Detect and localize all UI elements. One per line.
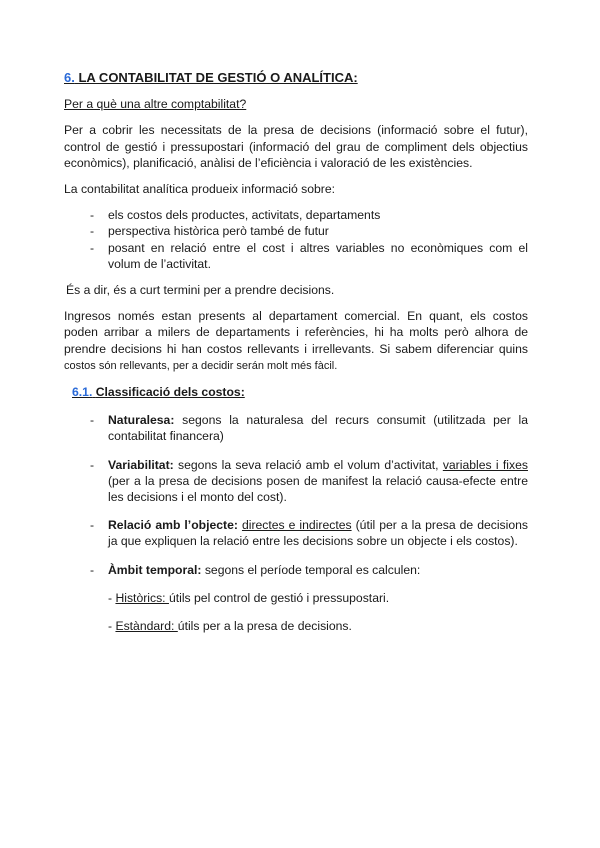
term-historics-text: útils pel control de gestió i pressupostari. (168, 590, 390, 605)
dash-marker: - (90, 224, 95, 239)
paragraph-revenues-costs (64, 308, 528, 374)
term-historics: Històrics: (115, 590, 169, 605)
term-variabilitat-text: segons la seva relació amb el volum d’activitat, (173, 457, 443, 472)
list-item (64, 207, 528, 223)
term-variabilitat-underlined: variables i fixes (442, 457, 528, 472)
list-item-text: posant en relació entre el cost i altres variables no econòmiques com el volum de l’activitat. (108, 240, 528, 271)
paragraph-purpose: Per a cobrir les necessitats de la presa de decisions (informació sobre el futur), control de gestió i pressupostari (informació del grau de compliment dels objectius econòmics), planificació, anàlisi de l’eficiència i valoració de les existències. (64, 123, 528, 170)
subsection-heading (72, 384, 528, 400)
dash-marker: - (90, 518, 95, 533)
term-naturalesa-text: segons la naturalesa del recurs consumit (utilitzada per la contabilitat financera) (108, 413, 528, 444)
term-ambit-text: segons el període temporal es calculen: (201, 562, 421, 577)
list-item-text: perspectiva històrica però també de futur (108, 224, 329, 239)
term-ambit: Àmbit temporal: (108, 562, 202, 577)
paragraph-revenues-main: Ingresos només estan presents al departament comercial. En quant, els costos poden arribar a milers de departaments i referències, hi ha molts però alhora de prendre decisions hi han costos rellevants i irrellevants. Si sabem diferenciar quins (64, 309, 528, 356)
list-item (64, 412, 528, 444)
paragraph-intro-list: La contabilitat analítica produeix informació sobre: (64, 182, 335, 197)
subsection-title: Classificació dels costos: (95, 385, 245, 400)
section-number: 6. (64, 70, 75, 85)
list-item (64, 240, 528, 272)
list-item (64, 457, 528, 506)
section-title: LA CONTABILITAT DE GESTIÓ O ANALÍTICA: (78, 70, 358, 85)
list-item-text: els costos dels productes, activitats, departaments (108, 208, 381, 223)
dash-marker: - (90, 240, 95, 255)
term-variabilitat: Variabilitat: (108, 457, 174, 472)
term-relacio-underlined: directes e indirectes (241, 518, 352, 533)
term-relacio: Relació amb l’objecte: (108, 518, 238, 533)
term-variabilitat-text-after: (per a la presa de decisions posen de manifest la relació causa-efecte entre les decisions i el monto del cost). (108, 473, 528, 505)
term-estandard-text: útils per a la presa de decisions. (177, 619, 352, 634)
subsection-number: 6.1. (72, 385, 93, 400)
list-item (64, 223, 528, 239)
list-item (64, 562, 528, 578)
dash-marker: - (108, 590, 116, 605)
temporal-estandard (64, 618, 528, 634)
list-item (64, 517, 528, 549)
dash-marker: - (90, 457, 95, 472)
term-relacio-text-after: (útil per a la presa de decisions ja que expliquen la relació entre les decisions sobre un objecte i els costos). (108, 518, 529, 549)
question-heading: Per a què una altre comptabilitat? (64, 97, 247, 112)
paragraph-revenues-small: costos són rellevants, per a decidir serán molt més fàcil. (64, 359, 338, 372)
classification-list (64, 412, 528, 578)
temporal-historics (64, 590, 528, 606)
paragraph-short-term: És a dir, és a curt termini per a prendre decisions. (66, 283, 335, 298)
section-heading (64, 70, 528, 86)
term-naturalesa: Naturalesa: (108, 413, 175, 428)
document-content (64, 70, 528, 646)
dash-marker: - (90, 413, 95, 428)
dash-marker: - (108, 619, 116, 634)
term-estandard: Estàndard: (115, 619, 178, 634)
info-list (64, 207, 528, 272)
dash-marker: - (90, 562, 95, 577)
dash-marker: - (90, 208, 95, 223)
